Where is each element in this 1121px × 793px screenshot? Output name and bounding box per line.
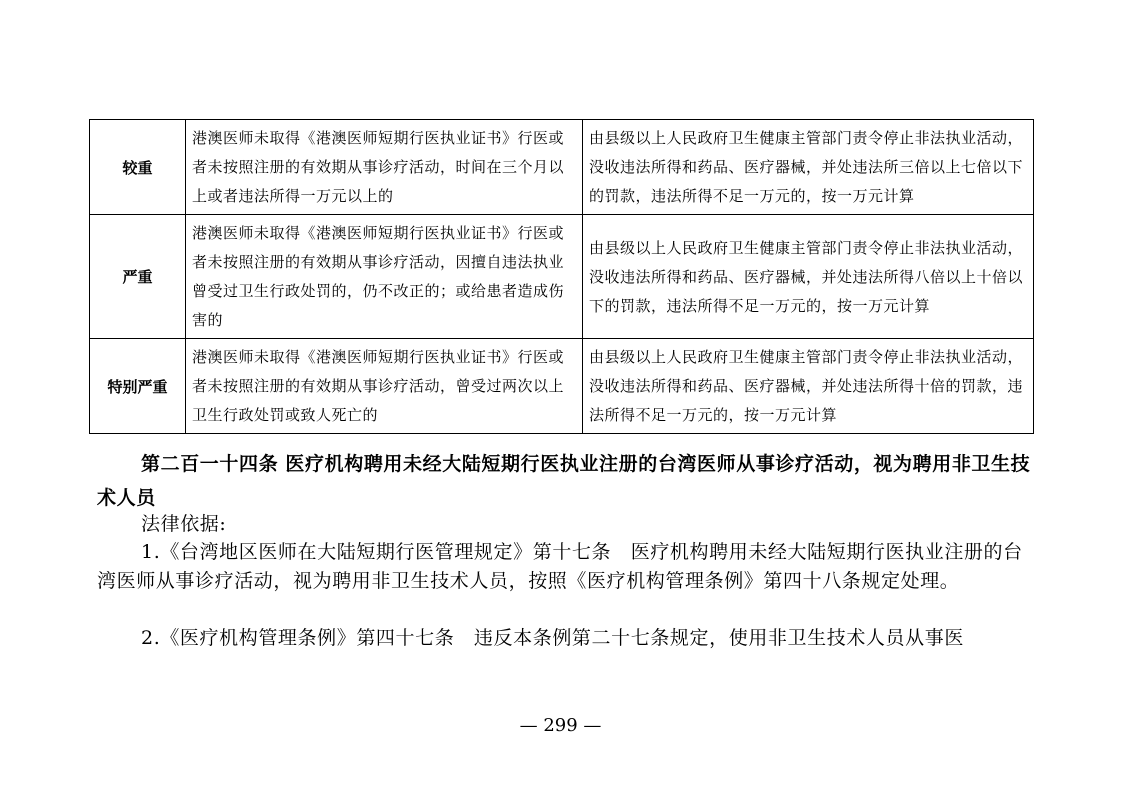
- page-number: — 299 —: [519, 715, 602, 736]
- legal-basis-label: 法律依据:: [141, 513, 227, 535]
- table-row: [90, 339, 1034, 434]
- penalty-table: [89, 119, 1034, 434]
- penalty-measure: 由县级以上人民政府卫生健康主管部门责令停止非法执业活动，没收违法所得和药品、医疗器械，并处违法所得十倍的罚款，违法所得不足一万元的，按一万元计算: [583, 339, 1034, 434]
- table-row: [90, 120, 1034, 215]
- table-row: [90, 215, 1034, 339]
- legal-basis-item: 1.《台湾地区医师在大陆短期行医管理规定》第十七条 医疗机构聘用未经大陆短期行医执业注册的台湾医师从事诊疗活动，视为聘用非卫生技术人员，按照《医疗机构管理条例》第四十八条规定处理。: [97, 541, 1023, 592]
- violation-condition: 港澳医师未取得《港澳医师短期行医执业证书》行医或者未按照注册的有效期从事诊疗活动，因擅自违法执业曾受过卫生行政处罚的，仍不改正的；或给患者造成伤害的: [186, 215, 583, 339]
- violation-condition: 港澳医师未取得《港澳医师短期行医执业证书》行医或者未按照注册的有效期从事诊疗活动，曾受过两次以上卫生行政处罚或致人死亡的: [186, 339, 583, 434]
- severity-level: 严重: [90, 215, 186, 339]
- severity-level: 特别严重: [90, 339, 186, 434]
- legal-basis-item: 2.《医疗机构管理条例》第四十七条 违反本条例第二十七条规定，使用非卫生技术人员从事医: [141, 627, 964, 649]
- article-heading: 第二百一十四条 医疗机构聘用未经大陆短期行医执业注册的台湾医师从事诊疗活动，视为聘用非卫生技术人员: [97, 453, 1031, 509]
- violation-condition: 港澳医师未取得《港澳医师短期行医执业证书》行医或者未按照注册的有效期从事诊疗活动，时间在三个月以上或者违法所得一万元以上的: [186, 120, 583, 215]
- severity-level: 较重: [90, 120, 186, 215]
- penalty-measure: 由县级以上人民政府卫生健康主管部门责令停止非法执业活动，没收违法所得和药品、医疗器械，并处违法所三倍以上七倍以下的罚款，违法所得不足一万元的，按一万元计算: [583, 120, 1034, 215]
- penalty-measure: 由县级以上人民政府卫生健康主管部门责令停止非法执业活动，没收违法所得和药品、医疗器械，并处违法所得八倍以上十倍以下的罚款，违法所得不足一万元的，按一万元计算: [583, 215, 1034, 339]
